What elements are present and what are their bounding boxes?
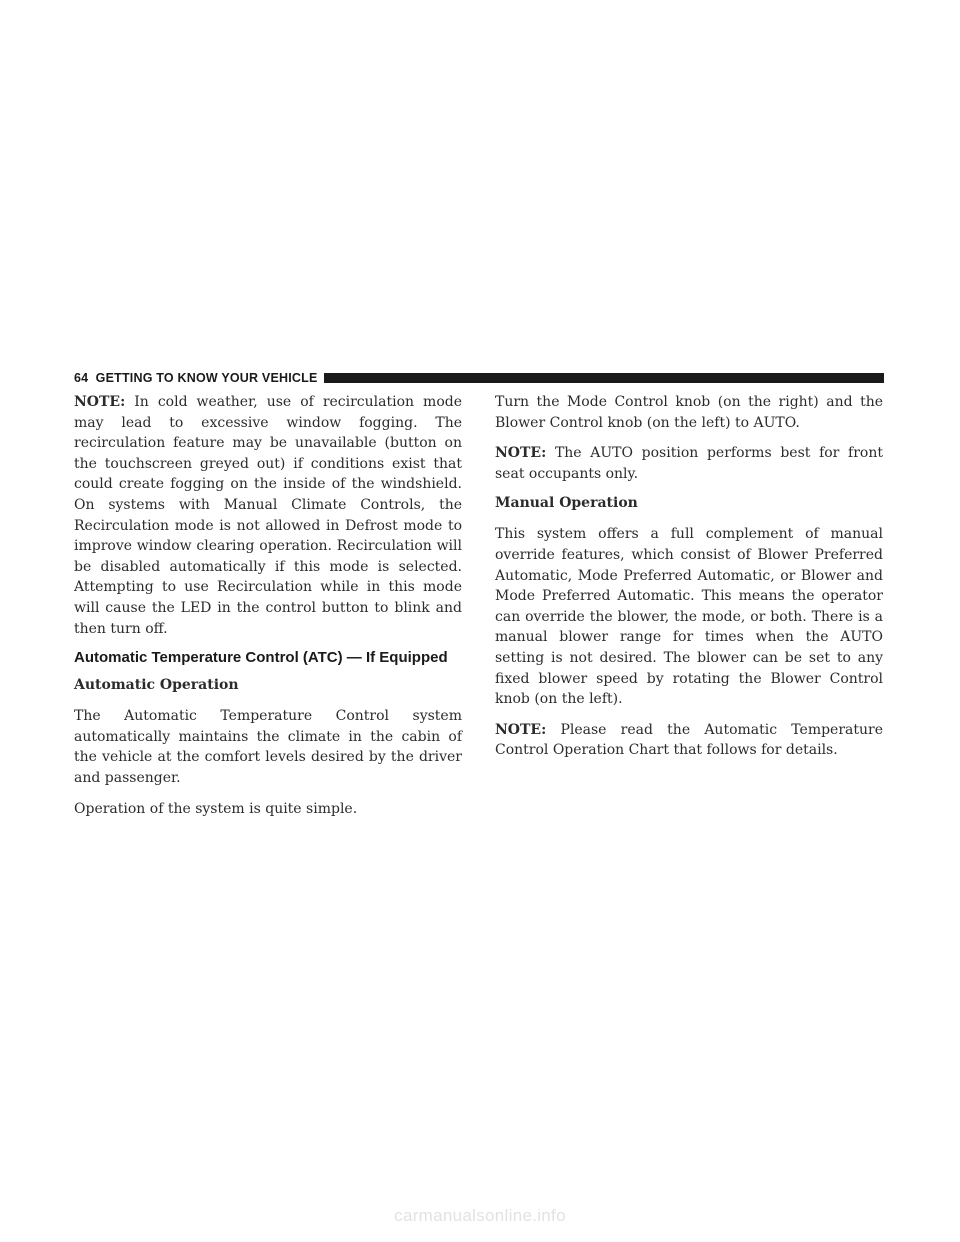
note-text: Please read the Automatic Temperature Control Operation Chart that follows for details. xyxy=(495,721,883,759)
note-label: NOTE: xyxy=(74,394,126,410)
watermark: carmanualsonline.info xyxy=(394,1206,566,1225)
right-column xyxy=(495,392,883,771)
page-header xyxy=(74,371,884,385)
section-title: GETTING TO KNOW YOUR VEHICLE xyxy=(95,371,318,385)
note-label: NOTE: xyxy=(495,721,547,738)
note-recirculation xyxy=(74,392,462,639)
note-label: NOTE: xyxy=(495,445,547,462)
paragraph-simple: Operation of the system is quite simple. xyxy=(74,800,358,817)
section-heading-atc: Automatic Temperature Control (ATC) — If Equipped xyxy=(74,649,448,667)
subheading-automatic-operation: Automatic Operation xyxy=(74,677,239,694)
note-text: The AUTO position performs best for front seat occupants only. xyxy=(495,445,883,482)
paragraph-turn-knobs: Turn the Mode Control knob (on the right) and the Blower Control knob (on the left) to AUTO. xyxy=(495,394,883,431)
subheading-manual-operation: Manual Operation xyxy=(495,495,638,512)
header-rule xyxy=(324,373,885,383)
paragraph-atc: The Automatic Temperature Control system automatically maintains the climate in the cabin of the vehicle at the comfort levels desired by the driver and passenger. xyxy=(74,708,462,786)
note-text: In cold weather, use of recirculation mode may lead to excessive window fogging. The recirculation feature may be unavailable (button on the touchscreen greyed out) if conditions exist that could create fogging on the inside of the windshield. On systems with Manual Climate Controls, the Recirculation mode is not allowed in Defrost mode to improve window clearing operation. Recirculation will be disabled automatically if this mode is selected. Attempting to use Recirculation while in this mode will cause the LED in the control button to blink and then turn off. xyxy=(74,394,462,637)
note-chart xyxy=(495,720,883,761)
note-auto-position xyxy=(495,443,883,484)
left-column xyxy=(74,392,462,829)
running-header xyxy=(74,371,324,385)
paragraph-manual: This system offers a full complement of manual override features, which consist of Blower Preferred Automatic, Mode Preferred Automatic, or Blower and Mode Preferred Automatic. This means the operator can override the blower, the mode, or both. There is a manual blower range for times when the AUTO setting is not desired. The blower can be set to any fixed blower speed by rotating the Blower Control knob (on the left). xyxy=(495,526,883,708)
page-number: 64 xyxy=(74,371,89,385)
